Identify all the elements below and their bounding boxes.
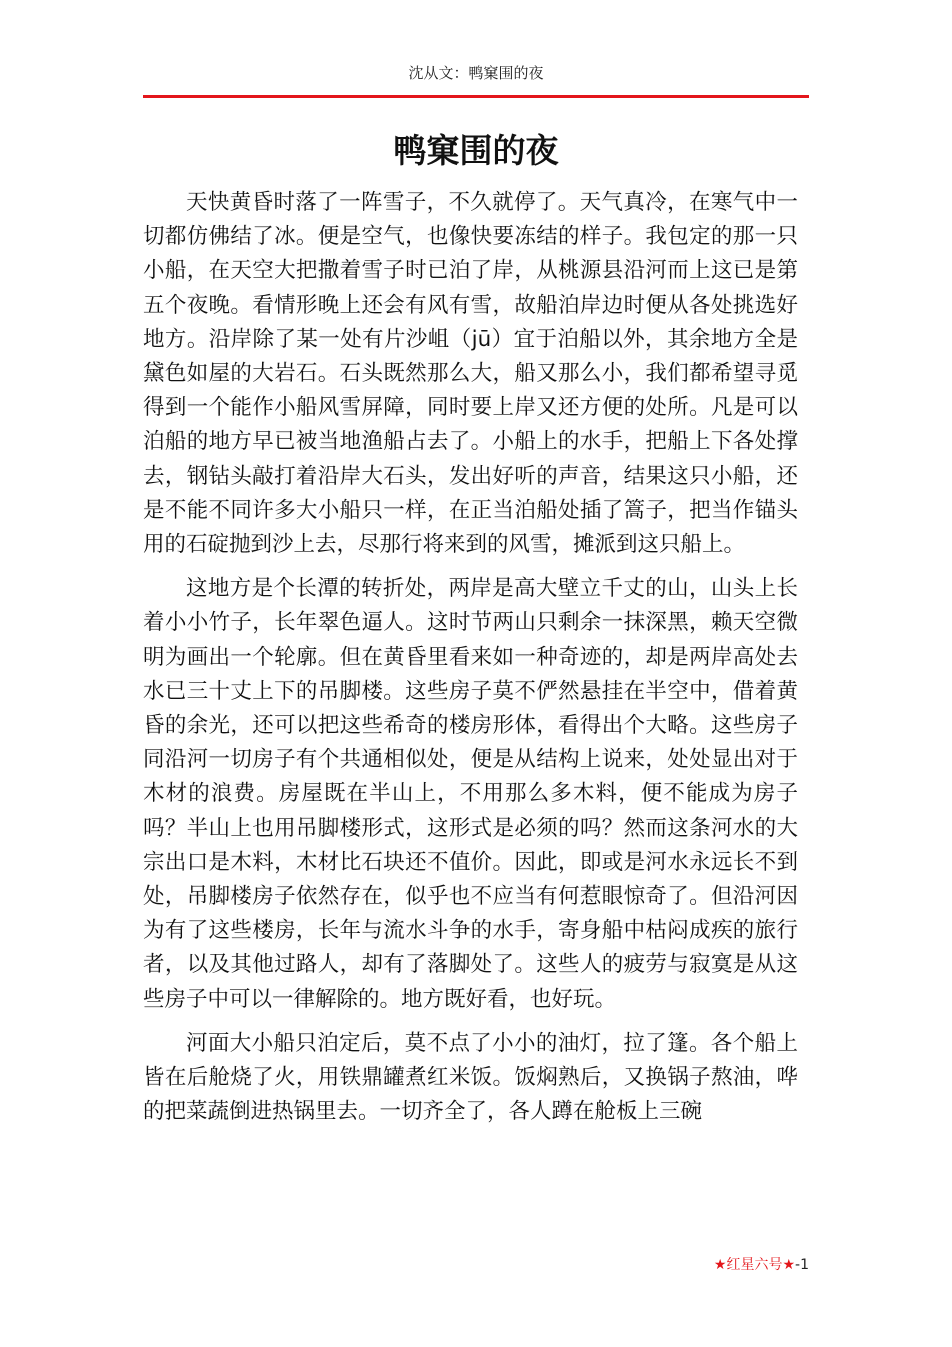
paragraph-2: 这地方是个长潭的转折处，两岸是高大壁立千丈的山，山头上长着小小竹子，长年翠色逼人。这时节两山只剩余一抹深黑，赖天空微明为画出一个轮廓。但在黄昏里看来如一种奇迹的，却是两岸高处去水已三十丈上下的吊脚楼。这些房子莫不俨然悬挂在半空中，借着黄昏的余光，还可以把这些希奇的楼房形体，看得出个大略。这些房子同沿河一切房子有个共通相似处，便是从结构上说来，处处显出对于木材的浪费。房屋既在半山上，不用那么多木料，便不能成为房子吗？半山上也用吊脚楼形式，这形式是必须的吗？然而这条河水的大宗出口是木料，木材比石块还不值价。因此，即或是河水永远长不到处，吊脚楼房子依然存在，似乎也不应当有何惹眼惊奇了。但沿河因为有了这些楼房，长年与流水斗争的水手，寄身船中枯闷成疾的旅行者，以及其他过路人，却有了落脚处了。这些人的疲劳与寂寞是从这些房子中可以一律解除的。地方既好看，也好玩。 (143, 576, 798, 1012)
header-divider (143, 95, 809, 98)
article-body (143, 186, 798, 1139)
running-header: 沈从文：鸭窠围的夜 (408, 64, 544, 82)
document-title: 鸭窠围的夜 (393, 131, 559, 170)
paragraph-1: 天快黄昏时落了一阵雪子，不久就停了。天气真冷，在寒气中一切都仿佛结了冰。便是空气，也像快要冻结的样子。我包定的那一只小船，在天空大把撒着雪子时已泊了岸，从桃源县沿河而上这已是第五个夜晚。看情形晚上还会有风有雪，故船泊岸边时便从各处挑选好地方。沿岸除了某一处有片沙岨（jū）宜于泊船以外，其余地方全是黛色如屋的大岩石。石头既然那么大，船又那么小，我们都希望寻觅得到一个能作小船风雪屏障，同时要上岸又还方便的处所。凡是可以泊船的地方早已被当地渔船占去了。小船上的水手，把船上下各处撑去，钢钻头敲打着沿岸大石头，发出好听的声音，结果这只小船，还是不能不同许多大小船只一样，在正当泊船处插了篙子，把当作锚头用的石碇抛到沙上去，尽那行将来到的风雪，摊派到这只船上。 (143, 190, 798, 558)
page-number: -1 (795, 1257, 809, 1273)
paragraph-3: 河面大小船只泊定后，莫不点了小小的油灯，拉了篷。各个船上皆在后舱烧了火，用铁鼎罐煮红米饭。饭焖熟后，又换锅子熬油，哗的把菜蔬倒进热锅里去。一切齐全了，各人蹲在舱板上三碗 (143, 1030, 798, 1125)
page-footer (714, 1254, 809, 1274)
footer-label: ★红星六号★ (713, 1257, 796, 1273)
